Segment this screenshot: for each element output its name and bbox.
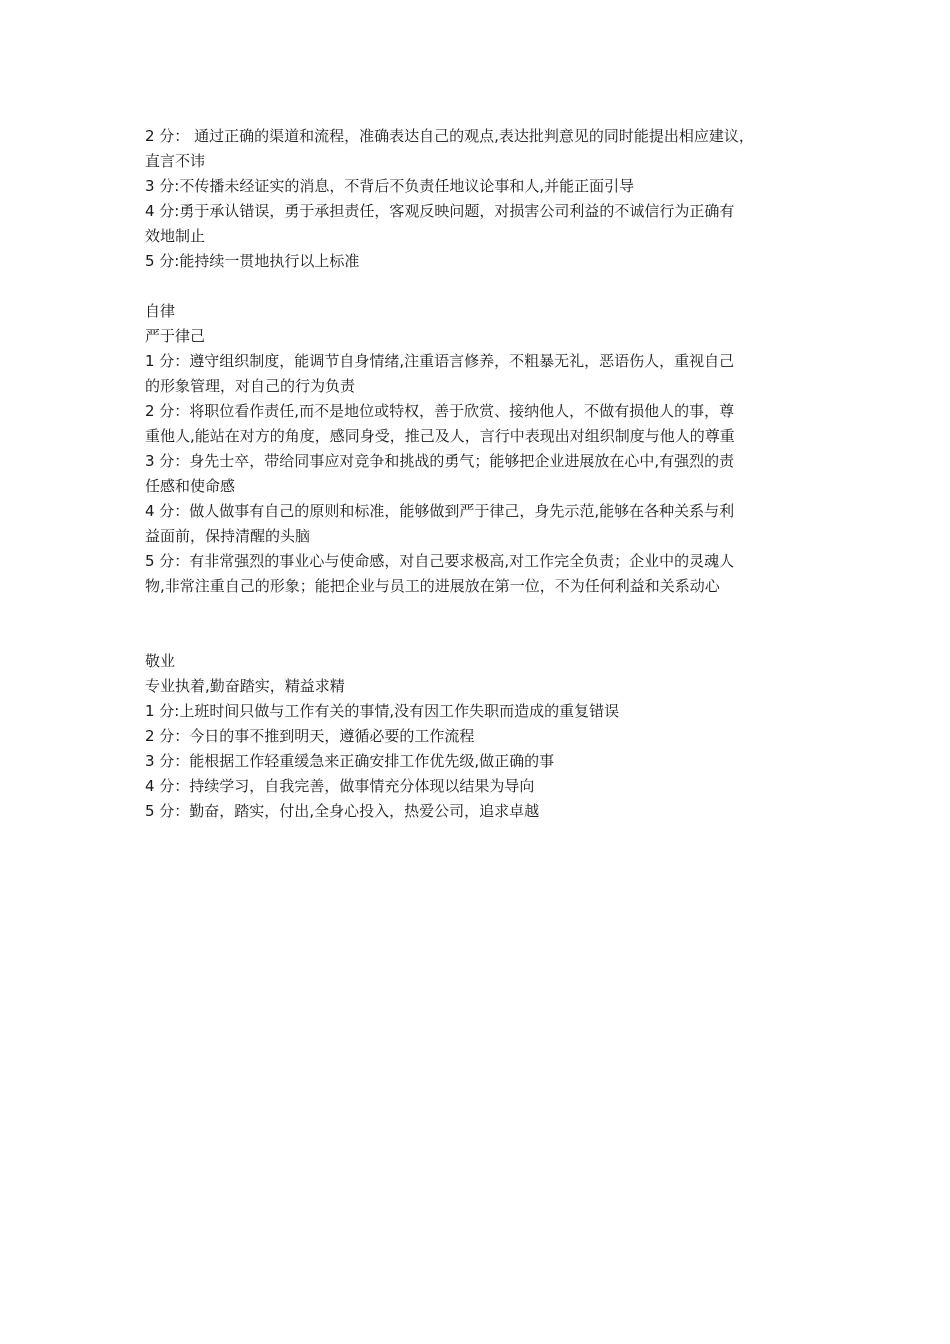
- criterion-line: 4 分：做人做事有自己的原则和标准，能够做到严于律己，身先示范,能够在各种关系与利: [145, 502, 735, 520]
- section-title: 自律: [145, 302, 176, 320]
- criterion-line: 效地制止: [145, 227, 206, 245]
- criterion-line: 重他人,能站在对方的角度，感同身受，推己及人，言行中表现出对组织制度与他人的尊重: [145, 427, 735, 445]
- document-body: [145, 124, 825, 824]
- criterion-line: 5 分：有非常强烈的事业心与使命感，对自己要求极高,对工作完全负责；企业中的灵魂人: [145, 552, 735, 570]
- criterion-line: 2 分：将职位看作责任,而不是地位或特权，善于欣赏、接纳他人，不做有损他人的事，尊: [145, 402, 735, 420]
- section-dedication: [145, 649, 825, 824]
- criterion-line: 5 分:能持续一贯地执行以上标准: [145, 252, 360, 270]
- criterion-line: 物,非常注重自己的形象；能把企业与员工的进展放在第一位，不为任何利益和关系动心: [145, 577, 720, 595]
- criterion-line: 3 分：能根据工作轻重缓急来正确安排工作优先级,做正确的事: [145, 752, 555, 770]
- section-title: 敬业: [145, 652, 176, 670]
- criterion-line: 直言不讳: [145, 152, 206, 170]
- criterion-line: 3 分:不传播未经证实的消息，不背后不负责任地议论事和人,并能正面引导: [145, 177, 635, 195]
- criterion-line: 4 分:勇于承认错误，勇于承担责任，客观反映问题，对损害公司利益的不诚信行为正确有: [145, 202, 735, 220]
- section-self-discipline: [145, 299, 825, 599]
- criterion-line: 4 分：持续学习，自我完善，做事情充分体现以结果为导向: [145, 777, 535, 795]
- criterion-line: 2 分：今日的事不推到明天，遵循必要的工作流程: [145, 727, 475, 745]
- criterion-line: 1 分:上班时间只做与工作有关的事情,没有因工作失职而造成的重复错误: [145, 702, 620, 720]
- criterion-line: 的形象管理，对自己的行为负责: [145, 377, 356, 395]
- criterion-line: 1 分：遵守组织制度，能调节自身情绪,注重语言修养，不粗暴无礼，恶语伤人，重视自己: [145, 352, 735, 370]
- spacer: [145, 599, 825, 649]
- criterion-line: 2 分： 通过正确的渠道和流程，准确表达自己的观点,表达批判意见的同时能提出相应建议，: [145, 127, 754, 145]
- section-integrity-tail: [145, 124, 825, 274]
- spacer: [145, 274, 825, 299]
- criterion-line: 任感和使命感: [145, 477, 236, 495]
- criterion-line: 5 分：勤奋，踏实，付出,全身心投入，热爱公司，追求卓越: [145, 802, 540, 820]
- section-subtitle: 严于律己: [145, 327, 206, 345]
- criterion-line: 益面前，保持清醒的头脑: [145, 527, 311, 545]
- section-subtitle: 专业执着,勤奋踏实，精益求精: [145, 677, 345, 695]
- criterion-line: 3 分：身先士卒，带给同事应对竞争和挑战的勇气；能够把企业进展放在心中,有强烈的责: [145, 452, 735, 470]
